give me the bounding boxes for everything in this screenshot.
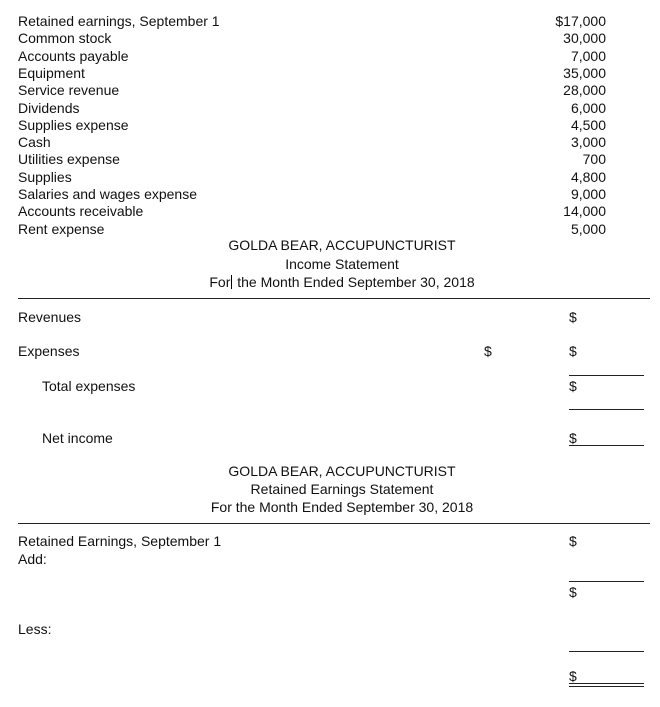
less-underline [569, 651, 644, 652]
account-name: Utilities expense [18, 151, 120, 168]
income-statement-period [0, 274, 660, 291]
account-row [18, 117, 618, 134]
account-amount: 4,500 [570, 116, 606, 133]
account-row [18, 13, 618, 30]
account-amount: 4,800 [570, 168, 606, 185]
expenses-label: Expenses [18, 343, 80, 359]
retained-earnings-dollar: $ [569, 533, 577, 549]
account-name: Dividends [18, 99, 80, 116]
account-row [18, 186, 618, 203]
account-row [18, 48, 618, 65]
re-statement-rule [18, 523, 650, 524]
account-name: Accounts payable [18, 47, 129, 64]
account-name: Supplies expense [18, 116, 129, 133]
account-amount: 9,000 [570, 186, 606, 202]
total-expenses-underline [569, 409, 644, 410]
period-suffix: the Month Ended September 30, 2018 [233, 274, 475, 290]
account-row [18, 203, 618, 220]
revenues-dollar: $ [569, 309, 577, 325]
account-amount: $17,000 [555, 13, 606, 29]
account-row [18, 30, 618, 47]
add-underline [569, 581, 644, 582]
account-name: Retained earnings, September 1 [18, 13, 220, 29]
account-amount: 6,000 [570, 99, 606, 116]
account-amount: 28,000 [563, 82, 606, 99]
net-income-dollar: $ [569, 430, 577, 446]
account-row [18, 151, 618, 168]
re-statement-company: GOLDA BEAR, ACCUPUNCTURIST [228, 463, 456, 479]
account-row [18, 221, 618, 238]
revenues-label: Revenues [18, 309, 82, 325]
account-row [18, 169, 618, 186]
ending-retained-dollar: $ [569, 668, 577, 684]
ending-double-underline [569, 683, 644, 687]
net-income-label: Net income [42, 430, 113, 446]
subtotal-dollar: $ [569, 584, 577, 600]
account-amount: 700 [582, 151, 606, 168]
account-name: Salaries and wages expense [18, 186, 198, 202]
income-statement-title: Income Statement [285, 256, 399, 272]
total-expenses-dollar: $ [569, 378, 577, 394]
account-amount: 7,000 [570, 47, 606, 64]
income-statement-rule [18, 298, 650, 299]
account-amount: 3,000 [570, 134, 606, 151]
account-name: Cash [18, 134, 51, 151]
account-row [18, 100, 618, 117]
account-name: Accounts receivable [18, 203, 144, 220]
account-name: Service revenue [18, 82, 120, 99]
account-amount: 35,000 [563, 64, 606, 81]
account-name: Equipment [18, 64, 85, 81]
expenses-dollar-inner: $ [484, 343, 492, 359]
account-name: Common stock [18, 30, 112, 47]
account-amount: 14,000 [563, 203, 606, 220]
retained-earnings-label: Retained Earnings, September 1 [18, 533, 222, 549]
account-amount: 30,000 [563, 30, 606, 47]
income-statement-company: GOLDA BEAR, ACCUPUNCTURIST [228, 237, 456, 253]
period-prefix: For [209, 274, 231, 290]
account-row [18, 134, 618, 151]
re-statement-period: For the Month Ended September 30, 2018 [210, 499, 474, 515]
account-row [18, 82, 618, 99]
less-label: Less: [18, 621, 52, 637]
total-expenses-label: Total expenses [42, 378, 136, 394]
account-amount: 5,000 [570, 220, 606, 237]
add-label: Add: [18, 551, 47, 567]
re-statement-title: Retained Earnings Statement [250, 481, 434, 497]
account-name: Supplies [18, 168, 72, 185]
expenses-underline [569, 375, 644, 376]
net-income-underline [569, 445, 644, 446]
account-row [18, 65, 618, 82]
expenses-dollar-outer: $ [569, 343, 577, 359]
account-name: Rent expense [18, 220, 105, 237]
